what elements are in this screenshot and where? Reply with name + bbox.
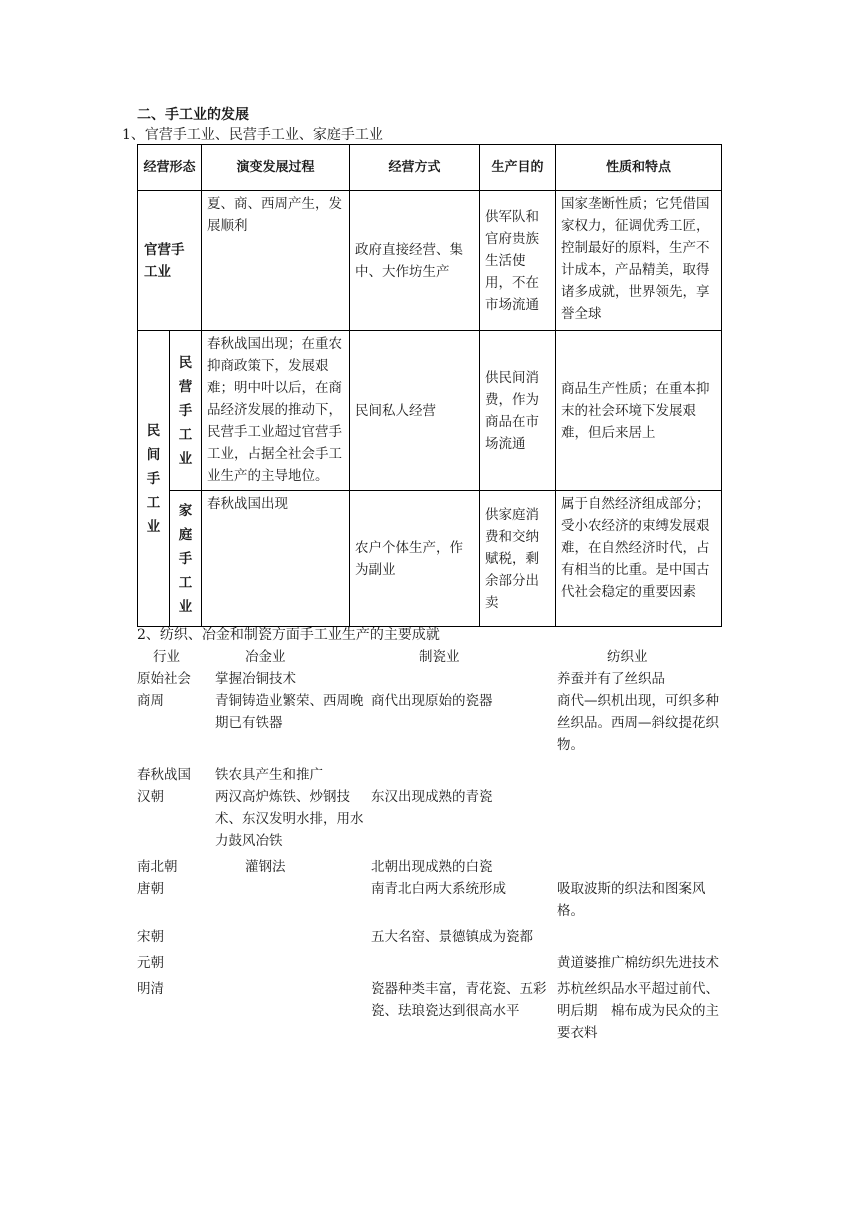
official-process: 夏、商、西周产生，发展顺利 (202, 191, 350, 331)
household-nature: 属于自然经济组成部分；受小农经济的束缚发展艰难，在自然经济时代，占有相当的比重。是中国古代社会稳定的重要因素 (556, 491, 722, 627)
list-item (137, 668, 727, 690)
porcelain-cell (371, 668, 557, 690)
metallurgy-cell: 两汉高炉炼铁、炒钢技术、东汉发明水排，用水力鼓风冶铁 (215, 789, 364, 849)
metallurgy-cell (215, 878, 371, 922)
list-item (137, 690, 727, 756)
porcelain-cell: 北朝出现成熟的白瓷 (371, 859, 493, 875)
header-process: 演变发展过程 (202, 145, 350, 191)
official-mode: 政府直接经营、集中、大作坊生产 (350, 191, 480, 331)
textile-cell: 苏杭丝织品水平超过前代、明后期 棉布成为民众的主要衣料 (557, 981, 719, 1041)
header-mode: 经营方式 (350, 145, 480, 191)
textile-cell (557, 786, 727, 852)
table-row-private (138, 331, 722, 491)
col-header-metallurgy: 冶金业 (245, 649, 286, 665)
period-cell: 汉朝 (137, 789, 164, 805)
private-nature: 商品生产性质；在重本抑末的社会环境下发展艰难，但后来居上 (556, 331, 722, 491)
period-cell: 春秋战国 (137, 767, 191, 783)
list-item (137, 952, 727, 974)
textile-cell (557, 764, 727, 786)
textile-cell (557, 856, 727, 878)
porcelain-cell: 商代出现原始的瓷器 (371, 693, 493, 709)
textile-cell: 黄道婆推广棉纺织先进技术 (557, 955, 719, 971)
handicraft-forms-table (137, 144, 722, 627)
subheading-2: 2、纺织、冶金和制瓷方面手工业生产的主要成就 (137, 627, 440, 643)
achievements-list (137, 646, 727, 1044)
household-mode: 农户个体生产，作为副业 (350, 491, 480, 627)
metallurgy-cell (215, 978, 371, 1044)
table-header-row (138, 145, 722, 191)
private-label-text: 民营手工业 (178, 354, 193, 467)
period-cell: 商周 (137, 693, 164, 709)
textile-cell (557, 926, 727, 948)
table-row-official (138, 191, 722, 331)
official-label: 官营手工业 (138, 191, 202, 331)
household-label (170, 491, 202, 627)
period-cell: 宋朝 (137, 929, 164, 945)
porcelain-cell: 东汉出现成熟的青瓷 (371, 789, 493, 805)
period-cell: 元朝 (137, 955, 164, 971)
metallurgy-cell: 掌握冶铜技术 (215, 671, 296, 687)
section-heading: 二、手工业的发展 (137, 107, 249, 123)
list-item (137, 926, 727, 948)
household-purpose: 供家庭消费和交纳赋税，剩余部分出卖 (480, 491, 556, 627)
porcelain-cell (371, 764, 557, 786)
metallurgy-cell (215, 926, 371, 948)
col-header-textile: 纺织业 (607, 649, 648, 665)
porcelain-cell: 瓷器种类丰富，青花瓷、五彩瓷、珐琅瓷达到很高水平 (371, 981, 547, 1019)
list-item (137, 856, 727, 878)
textile-cell: 养蚕并有了丝织品 (557, 671, 665, 687)
household-label-text: 家庭手工业 (178, 502, 193, 615)
folk-group-label (138, 331, 170, 627)
metallurgy-cell: 青铜铸造业繁荣、西周晚期已有铁器 (215, 693, 364, 731)
porcelain-cell: 五大名窑、景德镇成为瓷都 (371, 929, 533, 945)
private-label (170, 331, 202, 491)
metallurgy-cell: 铁农具产生和推广 (215, 767, 323, 783)
folk-group-text: 民间手工业 (146, 422, 161, 535)
metallurgy-cell (215, 952, 371, 974)
col-header-porcelain: 制瓷业 (419, 649, 460, 665)
household-process: 春秋战国出现 (202, 491, 350, 627)
private-mode: 民间私人经营 (350, 331, 480, 491)
textile-cell: 吸取波斯的织法和图案风格。 (557, 881, 706, 919)
metallurgy-cell: 灌钢法 (245, 859, 286, 875)
official-purpose: 供军队和官府贵族生活使用，不在市场流通 (480, 191, 556, 331)
list-item (137, 978, 727, 1044)
header-form: 经营形态 (138, 145, 202, 191)
list-item (137, 878, 727, 922)
table-row-household (138, 491, 722, 627)
porcelain-cell: 南青北白两大系统形成 (371, 881, 506, 897)
period-cell: 唐朝 (137, 881, 164, 897)
official-nature: 国家垄断性质；它凭借国家权力，征调优秀工匠，控制最好的原料，生产不计成本，产品精美，取得诸多成就，世界领先，享誉全球 (556, 191, 722, 331)
period-cell: 原始社会 (137, 671, 191, 687)
private-process: 春秋战国出现；在重农抑商政策下，发展艰难；明中叶以后，在商品经济发展的推动下，民营手工业超过官营手工业，占据全社会手工业生产的主导地位。 (202, 331, 350, 491)
list-item (137, 764, 727, 786)
header-purpose: 生产目的 (480, 145, 556, 191)
textile-cell: 商代—织机出现，可织多种丝织品。西周—斜纹提花织物。 (557, 693, 719, 753)
header-nature: 性质和特点 (556, 145, 722, 191)
period-cell: 明清 (137, 981, 164, 997)
achievements-header-row (137, 646, 727, 668)
private-purpose: 供民间消费，作为商品在市场流通 (480, 331, 556, 491)
porcelain-cell (371, 952, 557, 974)
list-item (137, 786, 727, 852)
subheading-1: 1、官营手工业、民营手工业、家庭手工业 (122, 127, 383, 143)
period-cell: 南北朝 (137, 859, 178, 875)
col-header-industry: 行业 (153, 649, 180, 665)
